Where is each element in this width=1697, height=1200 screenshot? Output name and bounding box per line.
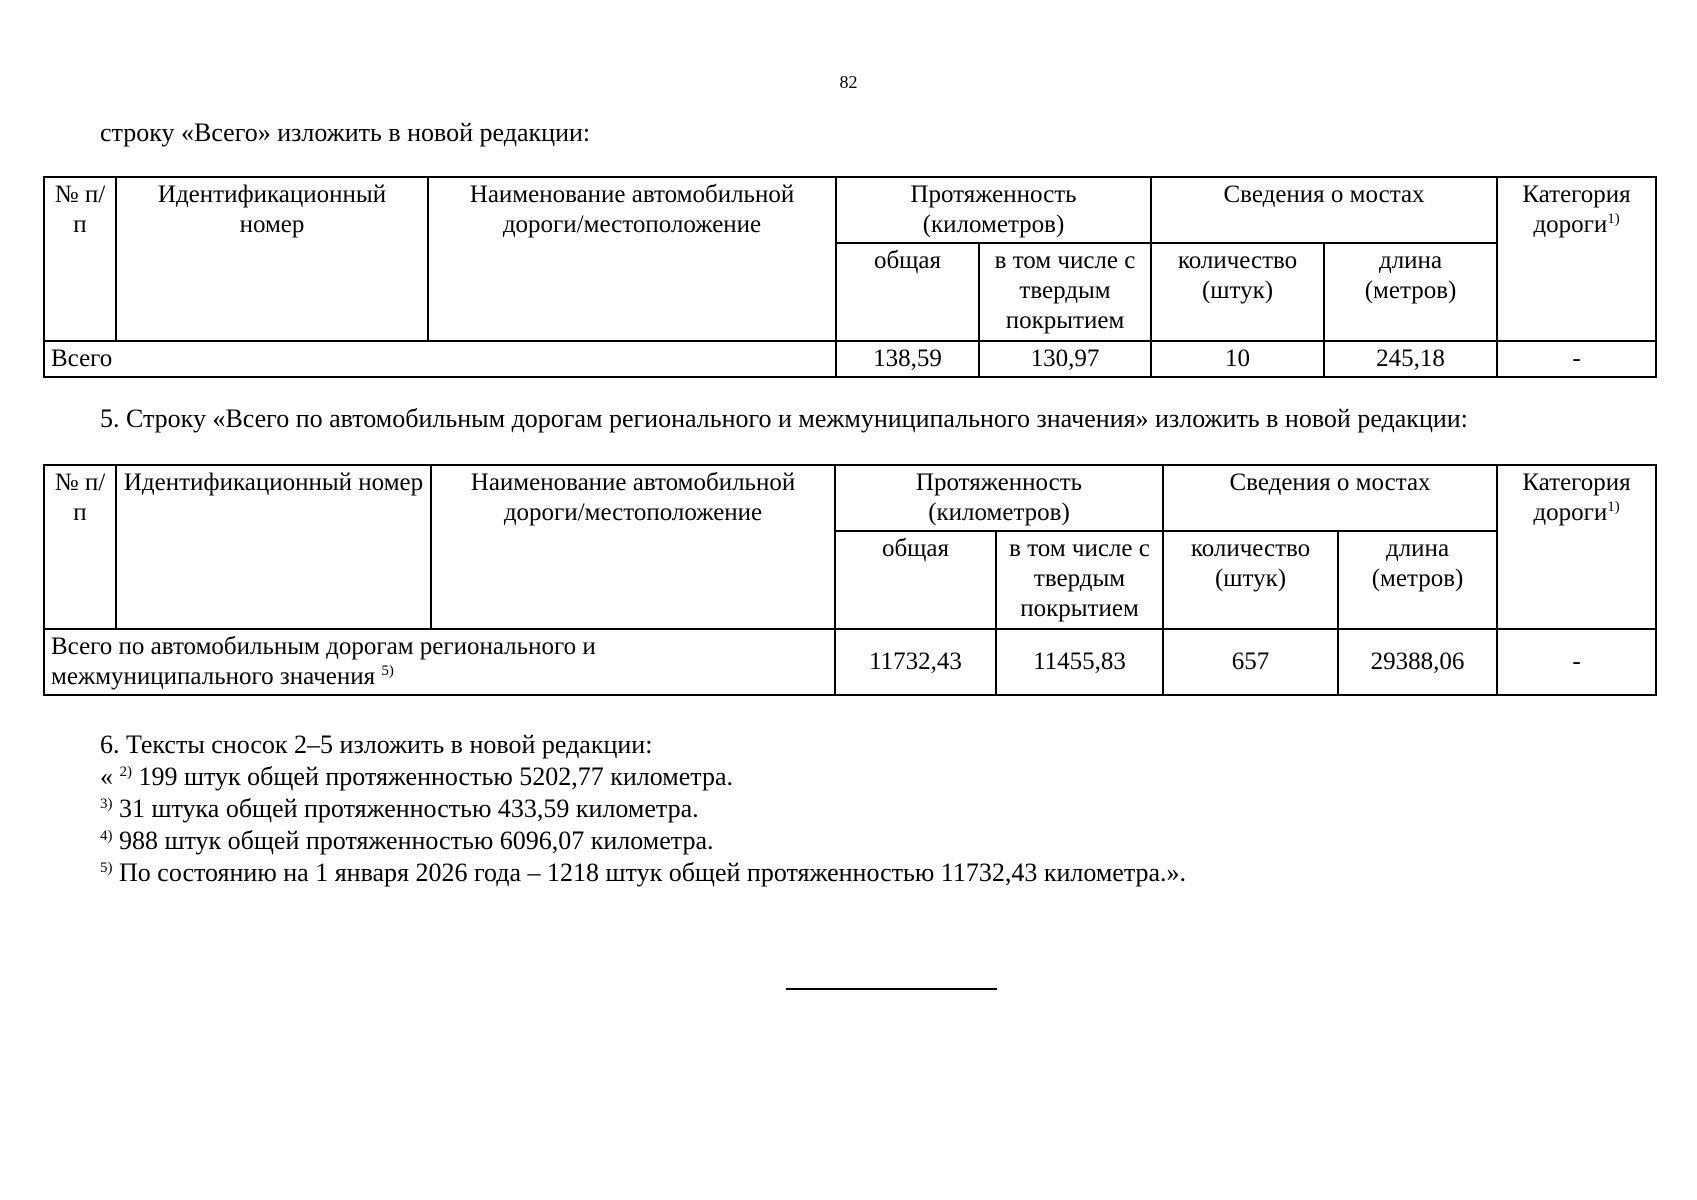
cell-length-hard: 11455,83	[996, 629, 1163, 695]
header-bridge-length: длина (метров)	[1338, 531, 1497, 629]
cell-bridge-count: 657	[1163, 629, 1338, 695]
header-length-total: общая	[835, 531, 996, 629]
header-length-hard: в том числе с твердым покрытием	[979, 243, 1151, 341]
header-bridge-count: количество (штук)	[1151, 243, 1324, 341]
row-label: Всего по автомобильным дорогам регионального и межмуниципального значения $^{5)}$	[44, 629, 835, 695]
cell-bridge-count: 10	[1151, 341, 1324, 377]
table-regional-total	[43, 464, 1657, 696]
row-label: Всего	[44, 341, 836, 377]
header-name: Наименование автомобильной дороги/местоположение	[431, 465, 835, 629]
footnote-mark: 5)	[381, 663, 394, 679]
cell-bridge-length: 29388,06	[1338, 629, 1497, 695]
header-num: № п/п	[44, 177, 116, 341]
cell-length-hard: 130,97	[979, 341, 1151, 377]
header-bridges: Сведения о мостах	[1163, 465, 1497, 531]
point5-text: 5. Строку «Всего по автомобильным дорогам регионального и межмуниципального значения» изложить в новой редакции:	[100, 404, 1468, 433]
header-length-hard: в том числе с твердым покрытием	[996, 531, 1163, 629]
footnote-2: « $^{2)}$ 199 штук общей протяженностью 5202,77 километра.	[100, 762, 733, 791]
footnote-mark: 1)	[1607, 211, 1620, 227]
header-length: Протяженность (километров)	[836, 177, 1151, 243]
header-num: № п/п	[44, 465, 116, 629]
header-length-total: общая	[836, 243, 979, 341]
end-divider	[786, 988, 997, 990]
header-name: Наименование автомобильной дороги/местоположение	[428, 177, 836, 341]
cell-category: -	[1497, 629, 1656, 695]
footnote-5: $^{5)}$ По состоянию на 1 января 2026 года – 1218 штук общей протяженностью 11732,43 километра.».	[100, 858, 1187, 887]
header-id: Идентификационный номер	[116, 465, 431, 629]
table-total-row	[43, 176, 1657, 378]
header-category: Категория дороги$^{1)}$	[1497, 465, 1656, 629]
header-id: Идентификационный номер	[116, 177, 428, 341]
footnote-4: $^{4)}$ 988 штук общей протяженностью 6096,07 километра.	[100, 826, 714, 855]
cell-length-total: 138,59	[836, 341, 979, 377]
footnote-mark: 1)	[1607, 499, 1620, 515]
header-length: Протяженность (километров)	[835, 465, 1163, 531]
footnote-3: $^{3)}$ 31 штука общей протяженностью 433,59 километра.	[100, 794, 699, 823]
point6-text: 6. Тексты сносок 2–5 изложить в новой редакции:	[100, 730, 653, 759]
page-number: 82	[839, 72, 858, 92]
header-bridge-length: длина (метров)	[1324, 243, 1497, 341]
cell-category: -	[1497, 341, 1656, 377]
header-category: Категория дороги$^{1)}$	[1497, 177, 1656, 341]
cell-length-total: 11732,43	[835, 629, 996, 695]
intro-text: строку «Всего» изложить в новой редакции:	[100, 118, 591, 147]
header-bridge-count: количество (штук)	[1163, 531, 1338, 629]
cell-bridge-length: 245,18	[1324, 341, 1497, 377]
header-bridges: Сведения о мостах	[1151, 177, 1497, 243]
